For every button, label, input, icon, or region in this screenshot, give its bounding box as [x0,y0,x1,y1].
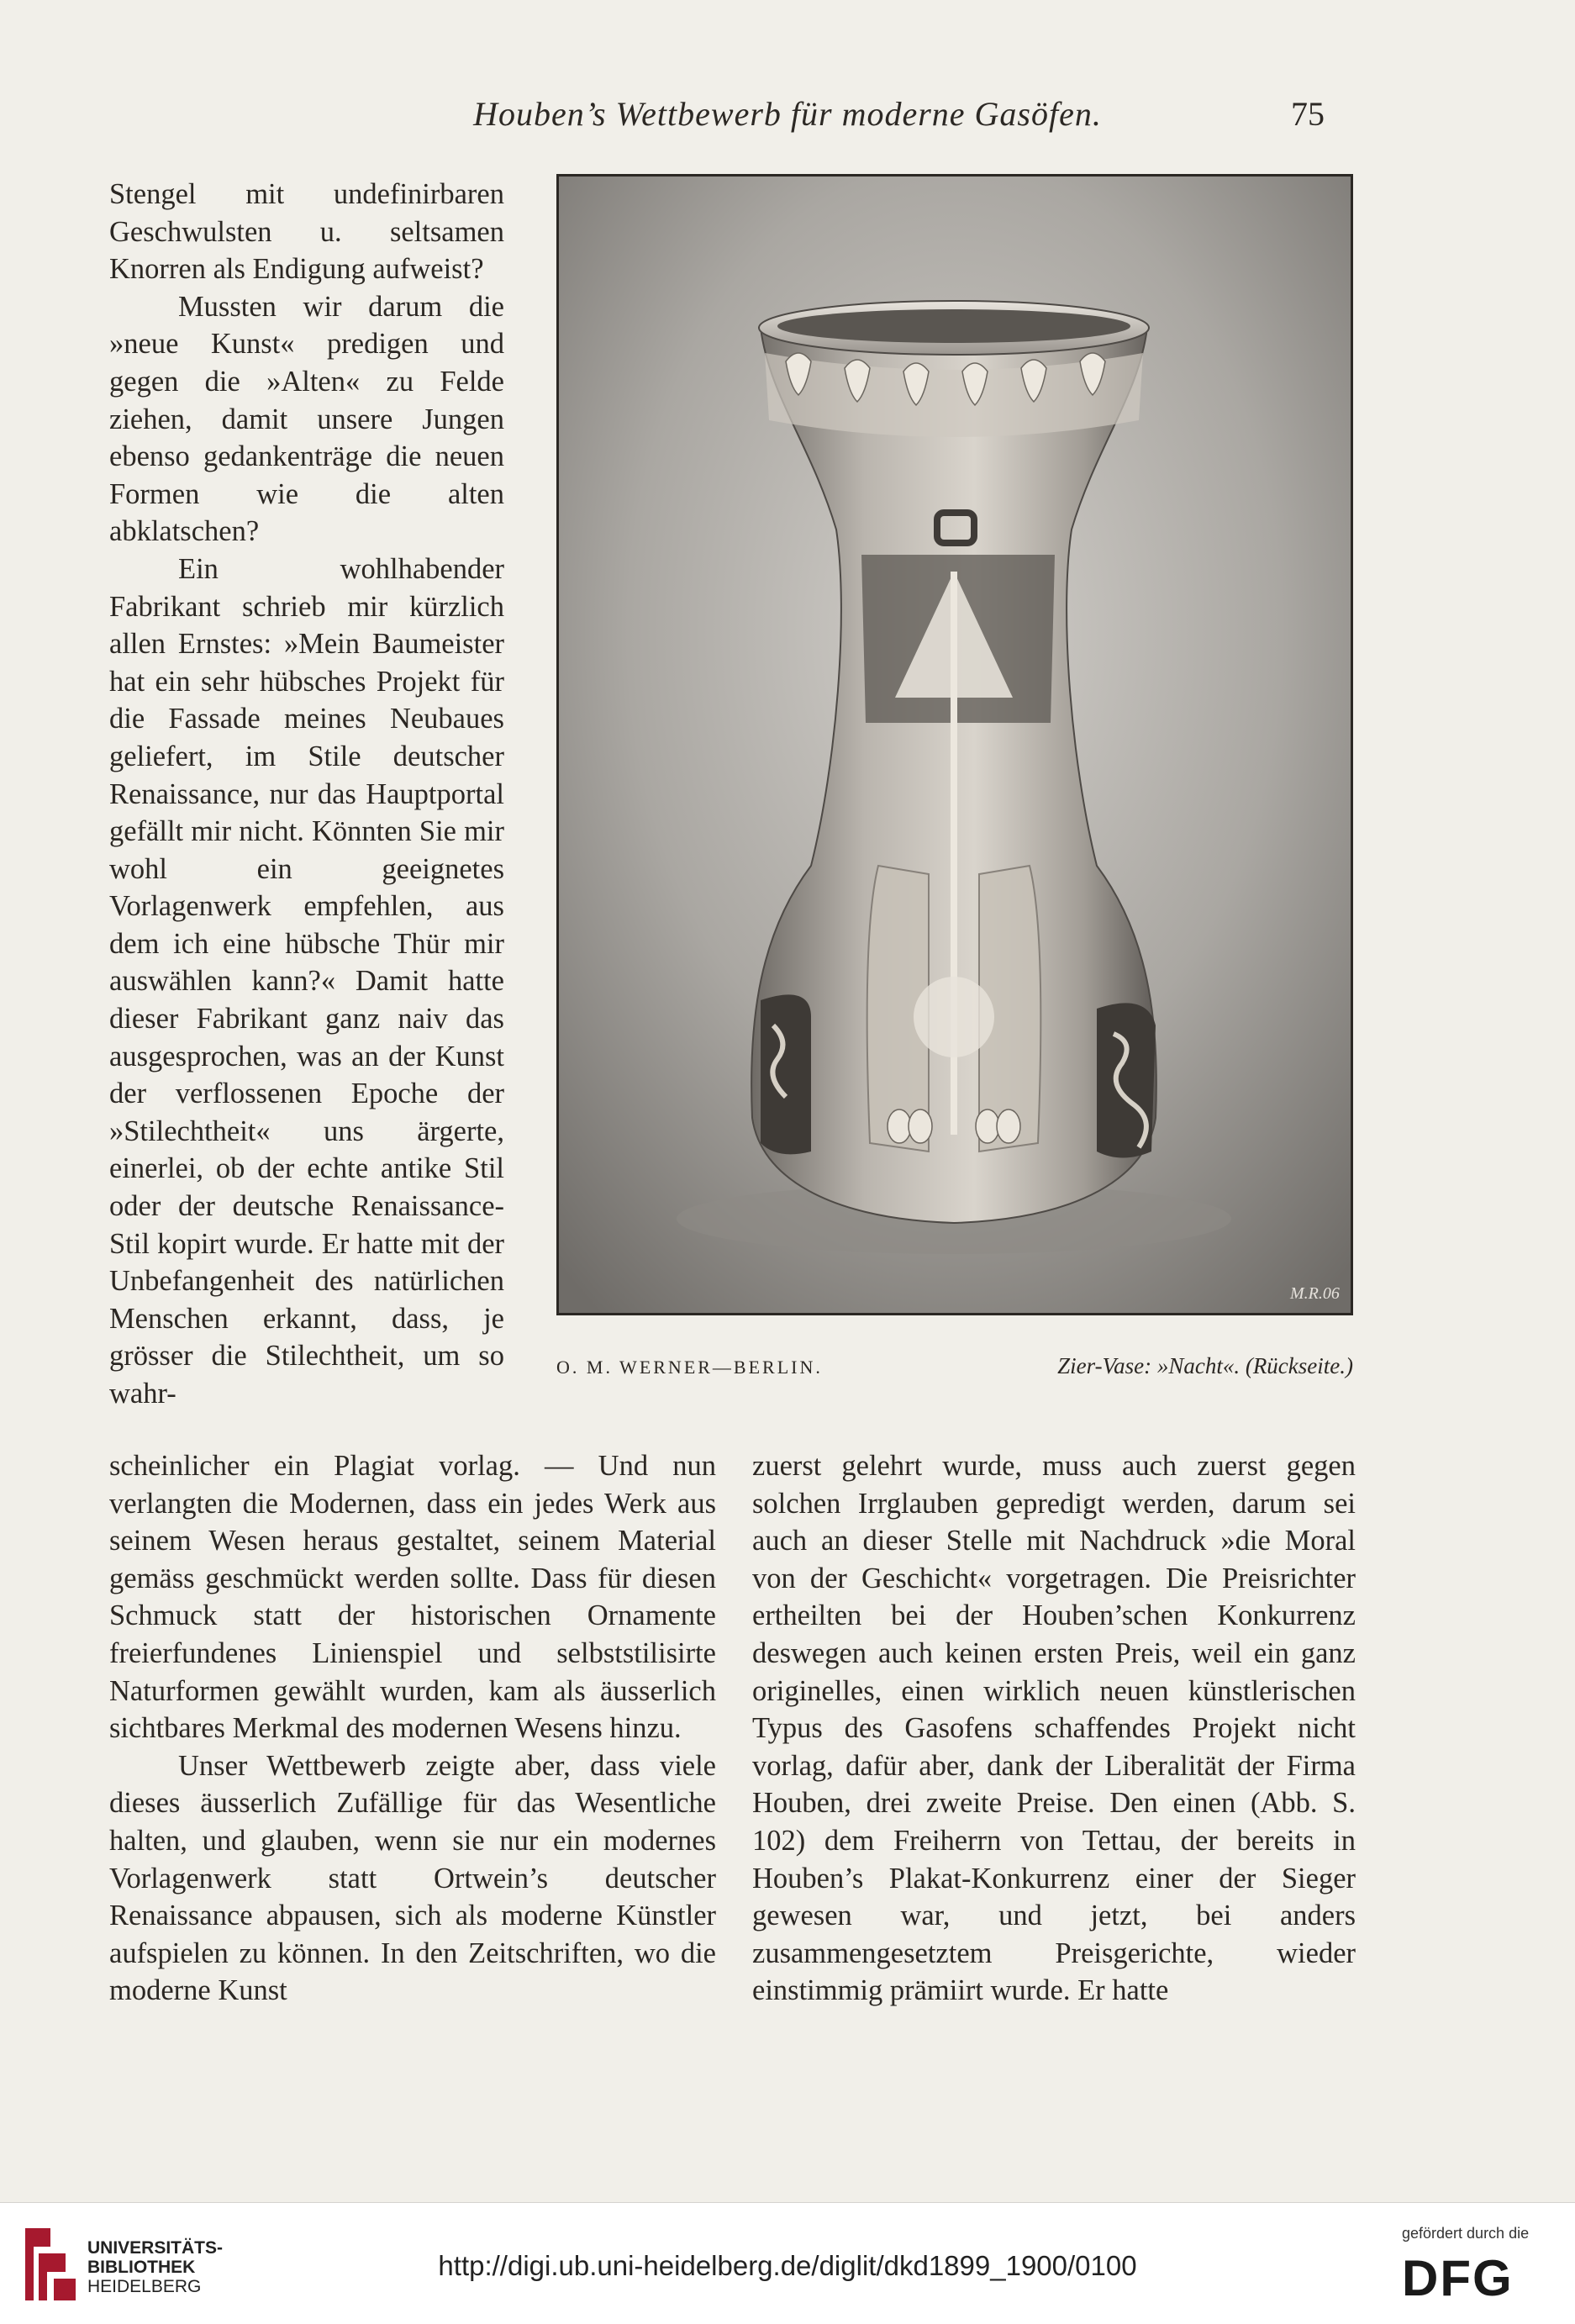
library-name-line: BIBLIOTHEK [87,2258,196,2277]
figure-caption-artist: O. M. WERNER—BERLIN. [556,1357,823,1378]
page-number: 75 [1291,95,1325,133]
library-name-line: HEIDELBERG [87,2277,202,2296]
digitization-footer [0,2202,1575,2324]
paragraph: scheinlicher ein Plagiat vorlag. — Und nun verlangten die Modernen, dass ein jedes Werk aus seinem Wesen heraus gestaltet, seinem Material gemäss geschmückt werden sollte. Dass für diesen Schmuck statt der historischen Ornamente freierfundenes Linienspiel und selbststilisirte Naturformen gewählt wurden, kam als äusserlich sichtbares Merkmal des modernen Wesens hinzu. [109,1450,716,1745]
running-title: Houben’s Wettbewerb für moderne Gasöfen. [473,95,1102,133]
paragraph: zuerst gelehrt wurde, muss auch zuerst gegen solchen Irrglauben gepredigt werden, darum sei auch an dieser Stelle mit Nachdruck »die Moral von der Geschicht« vorgetragen. Die Preisrichter ertheilten bei der Houben’schen Konkurrenz deswegen auch keinen ersten Preis, weil ein ganz originelles, einen wirklich neuen künstlerischen Typus des Gasofens schaffendes Projekt nicht vorlag, dafür aber, dank der Liberalität der Firma Houben, drei zweite Preise. Den einen (Abb. S. 102) dem Freiherrn von Tettau, der bereits in Houben’s Plakat-Konkurrenz einer der Sieger gewesen war, und jetzt, bei anders zusammengesetztem Preisgerichte, wieder einstimmig prämiirt wurde. Er hatte [752,1450,1356,2007]
figure-caption-title: Zier-Vase: »Nacht«. (Rückseite.) [1057,1353,1353,1378]
library-name-line: UNIVERSITÄTS- [87,2238,224,2258]
vase-photograph [556,174,1353,1315]
paragraph: Ein wohlhabender Fabrikant schrieb mir kürzlich allen Ernstes: »Mein Baumeister hat ein sehr hübsches Projekt für die Fassade meines Neubaues geliefert, im Stile deutscher Renaissance, nur das Hauptportal gefällt mir nicht. Könnten Sie mir wohl ein geeignetes Vorlagenwerk empfehlen, aus dem ich eine hübsche Thür mir auswählen kann?« Damit hatte dieser Fabrikant ganz naiv das ausgesprochen, was an der Kunst der verflossenen Epoche der »Stilechtheit« uns ärgerte, einerlei, ob der echte antike Stil oder der deutsche Renaissance-Stil kopirt wurde. Er hatte mit der Unbefangenheit des natürlichen Menschen erkannt, dass, je grösser die Stilechtheit, um so wahr- [109,552,504,1410]
document-url-link[interactable]: http://digi.ub.uni-heidelberg.de/diglit/dkd1899_1900/0100 [438,2250,1137,2281]
narrow-text-column [109,176,504,1413]
paragraph: Unser Wettbewerb zeigte aber, dass viele dieses äusserlich Zufällige für das Wesentliche halten, und glauben, wenn sie nur ein modernes Vorlagenwerk statt Ortwein’s deutscher Renaissance abpausen, sich als moderne Künstler aufspielen zu können. In den Zeitschriften, wo die moderne Kunst [109,1749,716,2007]
paragraph: Mussten wir darum die »neue Kunst« predigen und gegen die »Alten« zu Felde ziehen, damit unsere Jungen ebenso gedankenträge die neuen Formen wie die alten abklatschen? [109,290,504,548]
left-text-column [109,1447,716,2010]
sponsor-label: gefördert durch die [1402,2225,1530,2242]
paragraph: Stengel mit undefinirbaren Geschwulsten u. seltsamen Knorren als Endigung aufweist? [109,178,504,286]
vase-illustration [559,177,1351,1313]
right-text-column [752,1447,1356,2010]
artist-monogram: M.R.06 [1290,1284,1340,1303]
dfg-logo-icon[interactable]: DFG [1402,2250,1514,2306]
